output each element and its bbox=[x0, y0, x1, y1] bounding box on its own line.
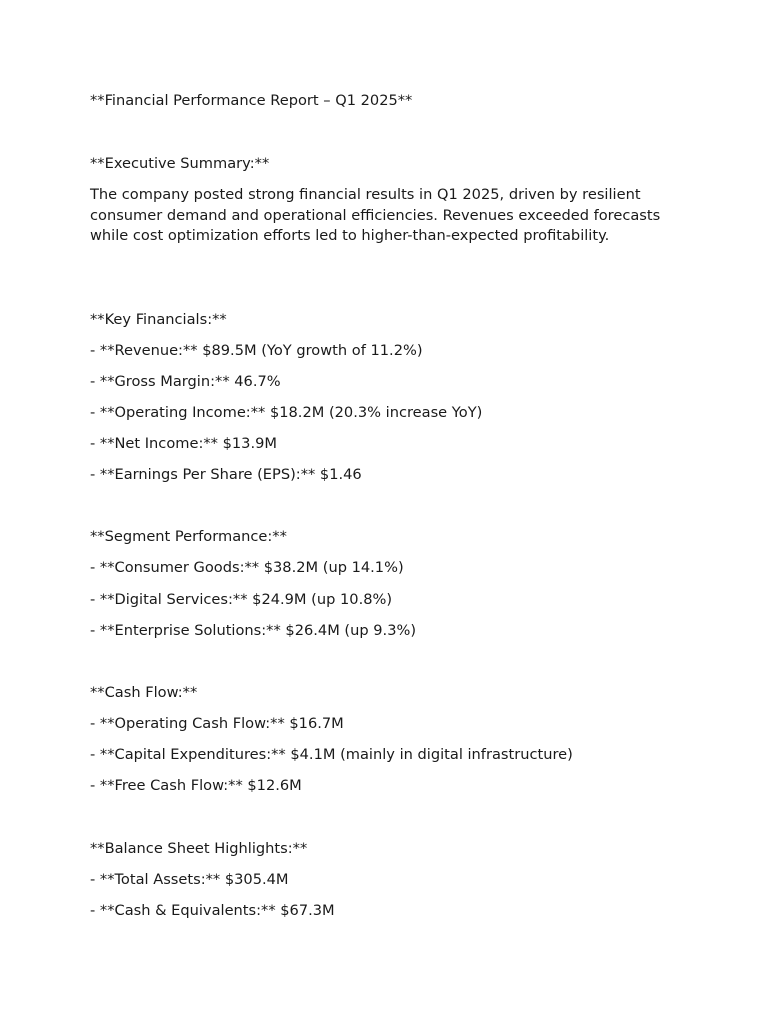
cash-flow-heading: **Cash Flow:** bbox=[90, 684, 198, 701]
cash-flow-item-free-cash-flow: - **Free Cash Flow:** $12.6M bbox=[90, 777, 302, 794]
balance-sheet-item-cash-equivalents: - **Cash & Equivalents:** $67.3M bbox=[90, 902, 335, 919]
balance-sheet-heading: **Balance Sheet Highlights:** bbox=[90, 840, 308, 857]
key-financials-item-eps: - **Earnings Per Share (EPS):** $1.46 bbox=[90, 466, 362, 483]
segment-item-enterprise-solutions: - **Enterprise Solutions:** $26.4M (up 9.3%) bbox=[90, 622, 417, 639]
balance-sheet-item-total-assets: - **Total Assets:** $305.4M bbox=[90, 871, 289, 888]
cash-flow-item-capex: - **Capital Expenditures:** $4.1M (mainly in digital infrastructure) bbox=[90, 746, 573, 763]
key-financials-item-revenue: - **Revenue:** $89.5M (YoY growth of 11.2%) bbox=[90, 342, 423, 359]
key-financials-item-operating-income: - **Operating Income:** $18.2M (20.3% increase YoY) bbox=[90, 404, 483, 421]
executive-summary-heading: **Executive Summary:** bbox=[90, 155, 270, 172]
document-title: **Financial Performance Report – Q1 2025** bbox=[90, 92, 413, 109]
cash-flow-item-operating: - **Operating Cash Flow:** $16.7M bbox=[90, 715, 344, 732]
segment-item-digital-services: - **Digital Services:** $24.9M (up 10.8%) bbox=[90, 591, 393, 608]
executive-summary-paragraph: The company posted strong financial results in Q1 2025, driven by resilient consumer demand and operational efficiencies. Revenues exceeded forecasts while cost optimization efforts led to higher-than-expected profitability. bbox=[90, 186, 661, 245]
segment-item-consumer-goods: - **Consumer Goods:** $38.2M (up 14.1%) bbox=[90, 559, 404, 576]
segment-performance-heading: **Segment Performance:** bbox=[90, 528, 287, 545]
key-financials-item-net-income: - **Net Income:** $13.9M bbox=[90, 435, 277, 452]
key-financials-heading: **Key Financials:** bbox=[90, 311, 227, 328]
key-financials-item-gross-margin: - **Gross Margin:** 46.7% bbox=[90, 373, 281, 390]
